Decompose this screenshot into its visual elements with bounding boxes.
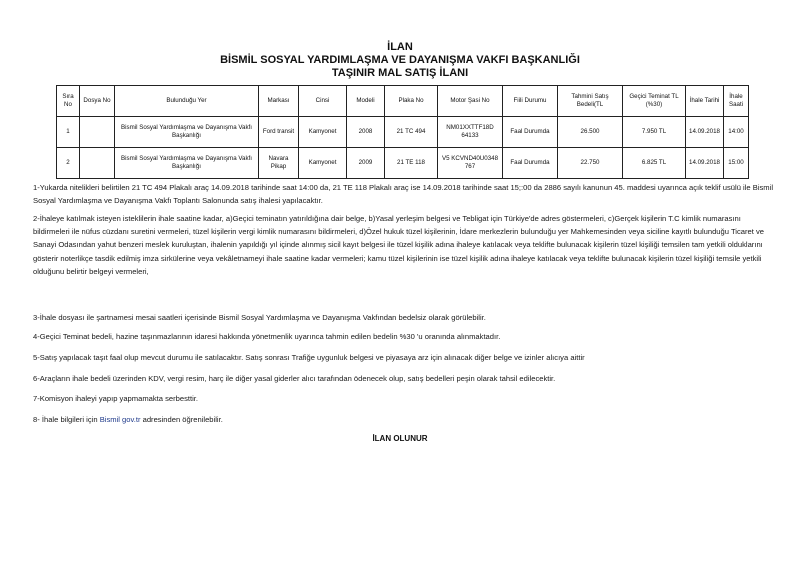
column-header: Fiili Durumu	[503, 86, 558, 117]
cell-teminat: 7.950 TL	[623, 117, 686, 148]
cell-dosya	[80, 117, 115, 148]
clause-5: 5-Satış yapılacak taşıt faal olup mevcut durumu ile satılacaktır. Satış sonrası Trafiğe uygunluk belgesi ve piyasaya arz için alınacak diğer belge ve izinler alıcıya aittir	[33, 353, 585, 362]
table-row	[57, 148, 749, 179]
sale-notice-title: TAŞINIR MAL SATIŞ İLANI	[331, 67, 469, 79]
column-header: İhale Saati	[724, 86, 749, 117]
cell-marka: Ford transit	[259, 117, 299, 148]
clause-4: 4-Geçici Teminat bedeli, hazine taşınmazlarının idaresi hakkında yönetmenlik uyarınca tahmin edilen bedelin %30 'u oranında alınmaktadır.	[33, 332, 501, 341]
column-header: Modeli	[347, 86, 385, 117]
clause-2: 2-İhaleye katılmak isteyen isteklilerin ihale saatine kadar, a)Geçici teminatın yatırıldığına dair belge, b)Yasal yerleşim belgesi ve Tebligat için Türkiye'de adres göstermeleri, c)Gerçek kişilerin T.C kimlik numarasını bildirmeleri ile nüfus cüzdanı suretini vermeleri, tüzel kişilerin vergi kimlik numarasını bildirmeleri, d)Özel hukuk tüzel kişilerinin, İdare merkezlerin bulunduğu yer Mahkemesinden veya siciline kayıtlı bulunduğu Ticaret ve Sanayi Odasından yahut benzeri meslek kuruluştan, ihalenin yapıldığı yıl içinde alınmış sicil kayıt belgesi ile tüzel kişilik adına ihaleye katılacak veya teklifte bulunacak kişilerin tüzel kişiliği temsilen tam yetkili olduklarını gösterir noterlikçe tasdik edilmiş imza sirkülerine veya vekâletnameyi ihale saatine kadar vermeleri; kamu tüzel kişilerinin ise tüzel kişilik adına ihaleye katılacak veya teklifte bulunacak kişilerin tüzel kişiliği temsile yetkili olduğunu belirtir belgeyi vermeleri,	[33, 214, 765, 276]
cell-cins: Kamyonet	[299, 148, 347, 179]
cell-dosya	[80, 148, 115, 179]
vehicle-table	[56, 85, 749, 179]
cell-motor: V5 KCVND40U0348 767	[438, 148, 503, 179]
cell-sira: 2	[57, 148, 80, 179]
website-link[interactable]: Bismil gov.tr	[99, 415, 141, 424]
cell-yer: Bismil Sosyal Yardımlaşma ve Dayanışma Vakfı Başkanlığı	[115, 148, 259, 179]
cell-teminat: 6.825 TL	[623, 148, 686, 179]
cell-marka: Navara Pikap	[259, 148, 299, 179]
cell-durum: Faal Durumda	[503, 148, 558, 179]
cell-bedel: 22.750	[558, 148, 623, 179]
column-header: Plaka No	[385, 86, 438, 117]
clause-8-prefix: 8- İhale bilgileri için	[33, 415, 100, 424]
cell-plaka: 21 TE 118	[385, 148, 438, 179]
cell-motor: NM01XXTTF18D 64133	[438, 117, 503, 148]
clause-8	[33, 413, 773, 426]
column-header: Sıra No	[57, 86, 80, 117]
cell-tarih: 14.09.2018	[686, 148, 724, 179]
notice-heading: İLAN	[387, 41, 413, 53]
cell-plaka: 21 TC 494	[385, 117, 438, 148]
cell-tarih: 14.09.2018	[686, 117, 724, 148]
table-row	[57, 117, 749, 148]
table-header-row	[57, 86, 749, 117]
clause-1: 1-Yukarda nitelikleri belirtilen 21 TC 494 Plakalı araç 14.09.2018 tarihinde saat 14:00 da, 21 TE 118 Plakalı araç ise 14.09.2018 tarihinde saat 15;:00 da 2886 sayılı kanunun 45. maddesi uyarınca açık teklif usülü ile Bismil Sosyal Yardımlaşma ve Dayanışma Vakfı Toplantı Salonunda satış ihalesi yapılacaktır.	[33, 183, 774, 206]
cell-saat: 14:00	[724, 117, 749, 148]
closing-statement: İLAN OLUNUR	[372, 434, 428, 443]
cell-model: 2008	[347, 117, 385, 148]
clause-6: 6-Araçların ihale bedeli üzerinden KDV, vergi resim, harç ile diğer yasal giderler alıcı tarafından ödenecek olup, satış bedelleri peşin olarak tahsil edilecektir.	[33, 374, 556, 383]
column-header: İhale Tarihi	[686, 86, 724, 117]
cell-sira: 1	[57, 117, 80, 148]
cell-yer: Bismil Sosyal Yardımlaşma ve Dayanışma Vakfı Başkanlığı	[115, 117, 259, 148]
column-header: Dosya No	[80, 86, 115, 117]
column-header: Tahmini Satış Bedeli(TL	[558, 86, 623, 117]
cell-durum: Faal Durumda	[503, 117, 558, 148]
cell-model: 2009	[347, 148, 385, 179]
clause-7: 7-Komisyon ihaleyi yapıp yapmamakta serbesttir.	[33, 394, 199, 403]
clause-3: 3-İhale dosyası ile şartnamesi mesai saatleri içerisinde Bismil Sosyal Yardımlaşma ve Dayanışma Vakfından bedelsiz olarak görülebilir.	[33, 313, 486, 322]
cell-cins: Kamyonet	[299, 117, 347, 148]
column-header: Motor Şasi No	[438, 86, 503, 117]
column-header: Markası	[259, 86, 299, 117]
cell-bedel: 26.500	[558, 117, 623, 148]
column-header: Geçici Teminat TL (%30)	[623, 86, 686, 117]
column-header: Cinsi	[299, 86, 347, 117]
cell-saat: 15:00	[724, 148, 749, 179]
column-header: Bulunduğu Yer	[115, 86, 259, 117]
clause-8-suffix: adresinden öğrenilebilir.	[140, 415, 223, 424]
foundation-title: BİSMİL SOSYAL YARDIMLAŞMA VE DAYANIŞMA VAKFI BAŞKANLIĞI	[220, 54, 580, 66]
